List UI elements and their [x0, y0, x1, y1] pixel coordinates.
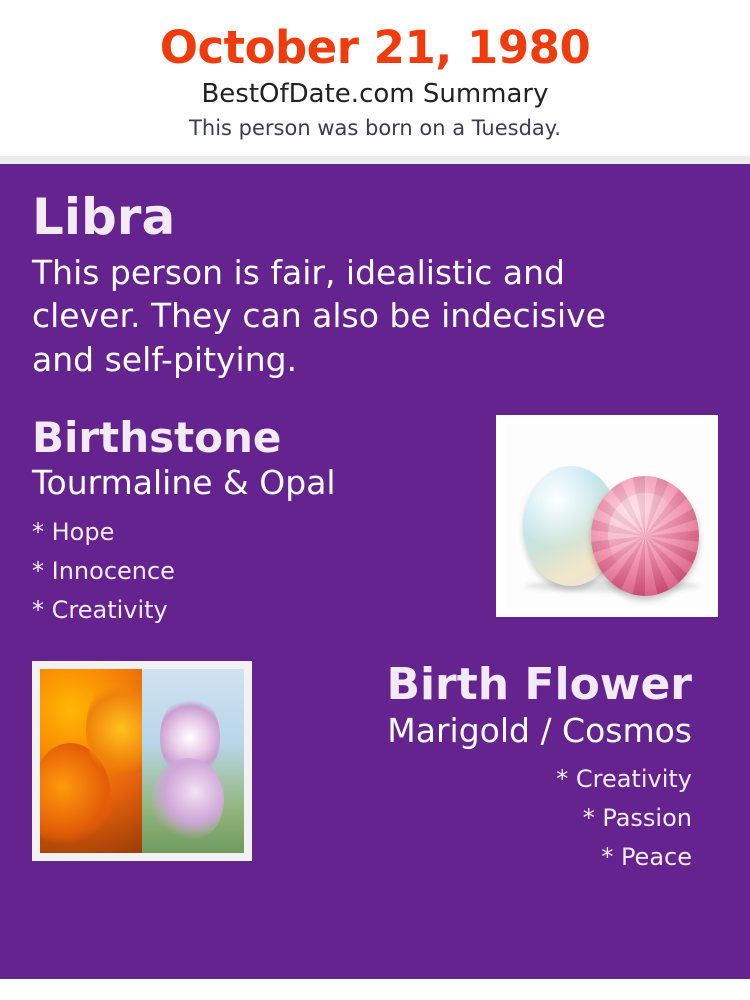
- cosmos-flower-icon: [142, 669, 244, 853]
- birthstone-name: Tourmaline & Opal: [32, 463, 336, 503]
- zodiac-section: [32, 187, 718, 382]
- header-divider: [0, 156, 750, 164]
- list-item: * Innocence: [32, 556, 175, 585]
- list-item: * Passion: [582, 804, 692, 833]
- zodiac-sign-name: Libra: [32, 187, 176, 246]
- card-header: [0, 0, 750, 156]
- list-item: * Creativity: [556, 765, 692, 794]
- birth-flower-name: Marigold / Cosmos: [387, 710, 692, 750]
- birthstone-image-inner: [505, 424, 709, 608]
- birth-flower-section: [32, 661, 718, 877]
- birthstone-heading: Birthstone: [32, 413, 282, 463]
- tourmaline-gem-icon: [591, 476, 699, 596]
- list-item: * Creativity: [32, 595, 168, 624]
- zodiac-description: This person is fair, idealistic and clever. They can also be indecisive and self-pitying.: [32, 252, 606, 379]
- birth-flower-heading: Birth Flower: [386, 659, 692, 711]
- list-item: * Hope: [32, 518, 115, 547]
- birth-weekday-note: This person was born on a Tuesday.: [189, 116, 561, 141]
- birthstone-section: [32, 415, 718, 635]
- birth-flower-image-inner: [40, 669, 244, 853]
- site-summary-subtitle: BestOfDate.com Summary: [201, 79, 549, 110]
- marigold-flower-icon: [40, 669, 142, 853]
- list-item: * Peace: [601, 843, 692, 872]
- birthstone-image: [496, 415, 718, 617]
- birth-flower-traits: [280, 760, 692, 877]
- birth-flower-text: [280, 661, 718, 877]
- birth-flower-image: [32, 661, 252, 861]
- birth-date-title: October 21, 1980: [159, 21, 591, 74]
- details-panel: [0, 164, 750, 979]
